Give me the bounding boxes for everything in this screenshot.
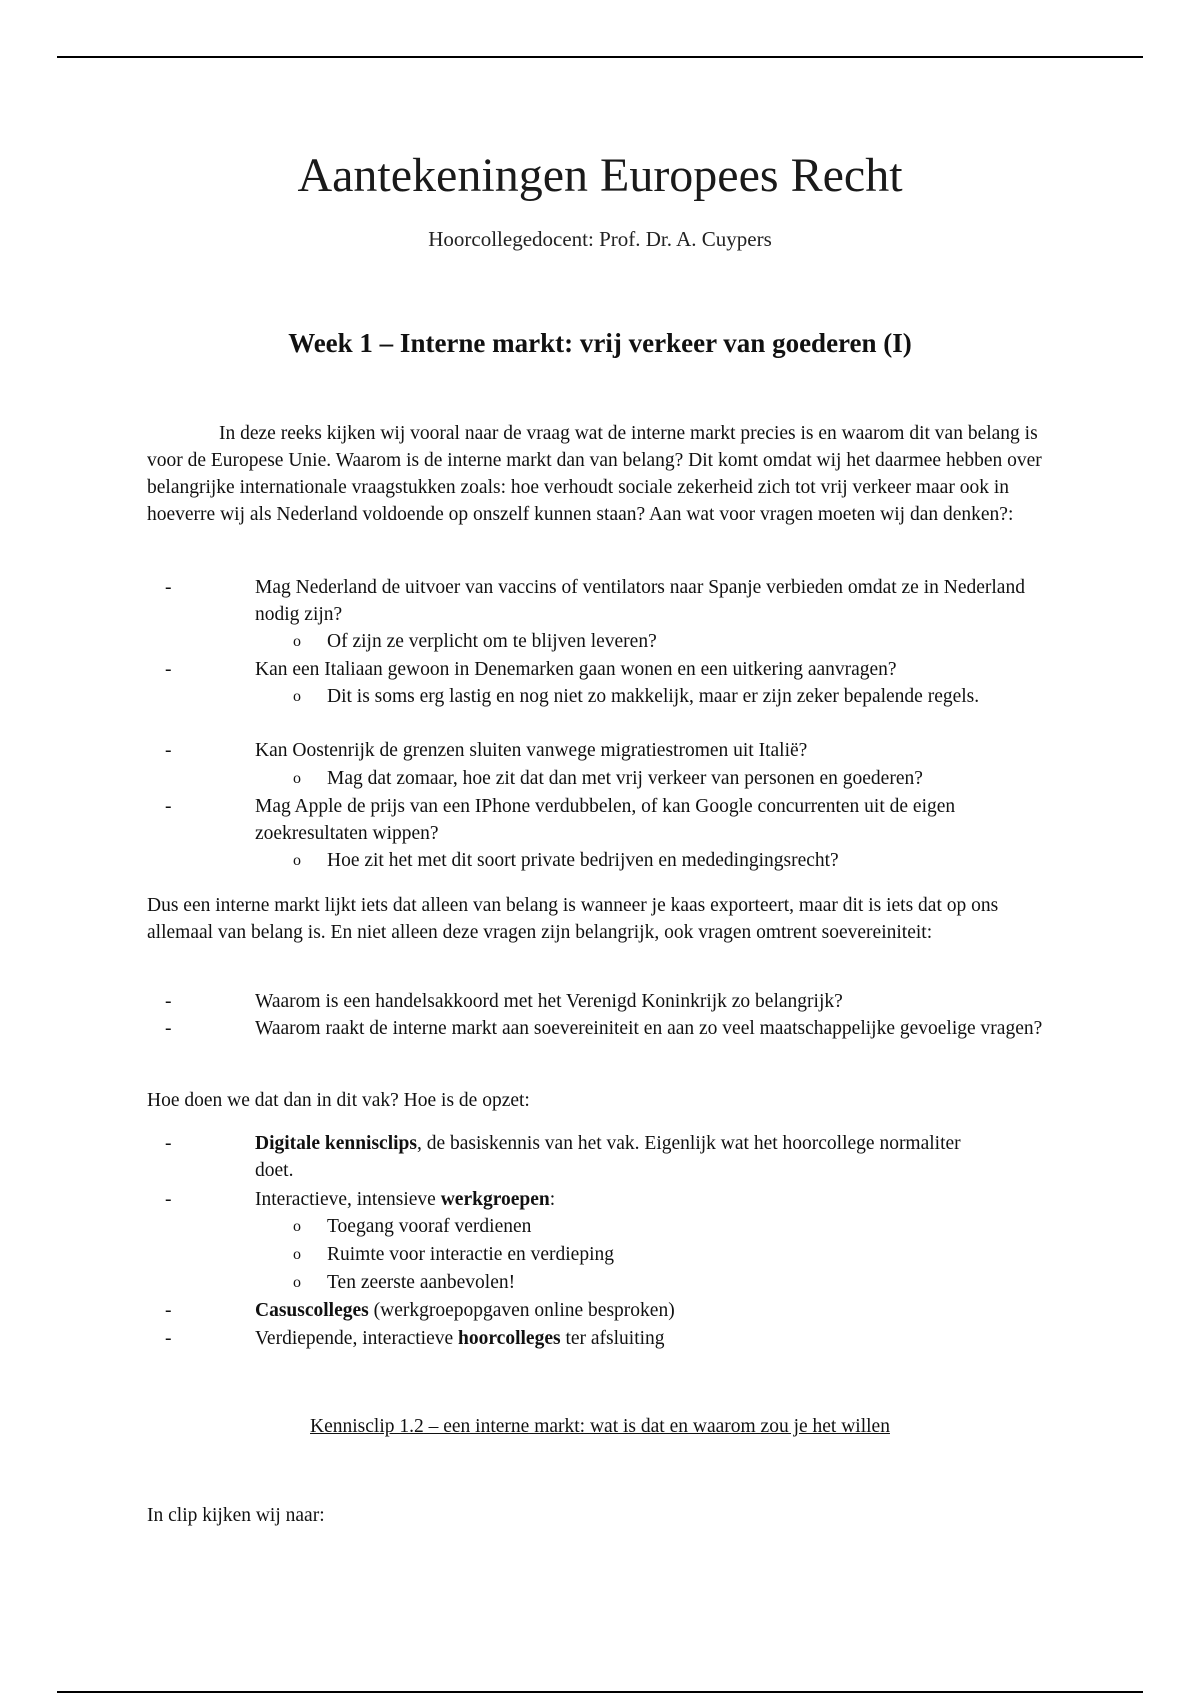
list-item xyxy=(165,1130,975,1184)
circle-bullet: o xyxy=(293,1218,301,1235)
list-subitem xyxy=(293,628,1047,655)
circle-bullet: o xyxy=(293,1274,301,1291)
top-rule xyxy=(57,56,1143,58)
dash-bullet: - xyxy=(165,1328,172,1349)
list-subitem-text: Of zijn ze verplicht om te blijven leveren? xyxy=(327,631,657,652)
lectures-prefix: Verdiepende, interactieve xyxy=(255,1328,459,1349)
dash-bullet: - xyxy=(165,1300,172,1321)
dash-bullet: - xyxy=(165,1018,172,1039)
list-item-text: Kan Oostenrijk de grenzen sluiten vanwege migratiestromen uit Italië? xyxy=(255,740,808,761)
list-subitem xyxy=(293,683,1027,710)
groups-suffix: : xyxy=(549,1189,556,1210)
list-item-text: Mag Nederland de uitvoer van vaccins of ventilators naar Spanje verbieden omdat ze in Nederland nodig zijn? xyxy=(255,577,1025,625)
list-subitem-text: Mag dat zomaar, hoe zit dat dan met vrij verkeer van personen en goederen? xyxy=(327,768,923,789)
list-subitem-text: Ten zeerste aanbevolen! xyxy=(327,1272,516,1293)
clips-description: , de basiskennis van het vak. Eigenlijk wat het hoorcollege normaliter doet. xyxy=(255,1133,961,1181)
list-item xyxy=(165,1015,1045,1042)
paragraph-sovereignty: Dus een interne markt lijkt iets dat alleen van belang is wanneer je kaas exporteert, maar dit is iets dat op ons allemaal van belang is. En niet alleen deze vragen zijn belangrijk, ook vragen omtrent soevereiniteit: xyxy=(147,895,999,943)
circle-bullet: o xyxy=(293,688,301,705)
list-item xyxy=(165,656,1045,683)
list-subitem-text: Dit is soms erg lastig en nog niet zo makkelijk, maar er zijn zeker bepalende regels. xyxy=(327,686,980,707)
cases-term: Casuscolleges xyxy=(255,1300,369,1321)
list-item xyxy=(165,574,1045,628)
lecturer-line: Hoorcollegedocent: Prof. Dr. A. Cuypers xyxy=(428,227,772,251)
circle-bullet: o xyxy=(293,770,301,787)
circle-bullet: o xyxy=(293,1246,301,1263)
list-item xyxy=(165,793,1045,847)
lectures-suffix: ter afsluiting xyxy=(560,1328,665,1349)
clip-heading: Kennisclip 1.2 – een interne markt: wat is dat en waarom zou je het willen xyxy=(310,1416,890,1437)
list-item-text: Kan een Italiaan gewoon in Denemarken gaan wonen en een uitkering aanvragen? xyxy=(255,659,897,680)
list-item-text: Waarom raakt de interne markt aan soevereiniteit en aan zo veel maatschappelijke gevoelige vragen? xyxy=(255,1018,1043,1039)
groups-prefix: Interactieve, intensieve xyxy=(255,1189,441,1210)
list-subitem xyxy=(293,1241,1047,1268)
list-subitem-text: Hoe zit het met dit soort private bedrijven en mededingingsrecht? xyxy=(327,850,839,871)
dash-bullet: - xyxy=(165,740,172,761)
cases-description: (werkgroepopgaven online besproken) xyxy=(368,1300,675,1321)
circle-bullet: o xyxy=(293,633,301,650)
dash-bullet: - xyxy=(165,1189,172,1210)
list-item xyxy=(165,1186,1045,1213)
week-heading: Week 1 – Interne markt: vrij verkeer van goederen (I) xyxy=(288,328,912,358)
list-subitem xyxy=(293,847,1047,874)
clips-term: Digitale kennisclips xyxy=(255,1133,417,1154)
list-item xyxy=(165,1297,1045,1324)
list-item-text: Waarom is een handelsakkoord met het Verenigd Koninkrijk zo belangrijk? xyxy=(255,991,843,1012)
dash-bullet: - xyxy=(165,659,172,680)
closing-line: In clip kijken wij naar: xyxy=(147,1505,325,1526)
bottom-rule xyxy=(57,1691,1143,1693)
list-subitem xyxy=(293,1213,1047,1240)
dash-bullet: - xyxy=(165,991,172,1012)
list-subitem-text: Ruimte voor interactie en verdieping xyxy=(327,1244,614,1265)
list-subitem xyxy=(293,765,1047,792)
list-item-text: Mag Apple de prijs van een IPhone verdubbelen, of kan Google concurrenten uit de eigen zoekresultaten wippen? xyxy=(255,796,956,844)
dash-bullet: - xyxy=(165,577,172,598)
lectures-term: hoorcolleges xyxy=(458,1328,561,1349)
document-title: Aantekeningen Europees Recht xyxy=(297,149,903,202)
groups-term: werkgroepen xyxy=(440,1189,550,1210)
dash-bullet: - xyxy=(165,1133,172,1154)
list-subitem-text: Toegang vooraf verdienen xyxy=(327,1216,532,1237)
list-item xyxy=(165,737,1045,764)
list-item xyxy=(165,988,1045,1015)
circle-bullet: o xyxy=(293,852,301,869)
intro-paragraph: In deze reeks kijken wij vooral naar de vraag wat de interne markt precies is en waarom dit van belang is voor de Europese Unie. Waarom is de interne markt dan van belang? Dit komt omdat wij het daarmee hebben over belangrijke internationale vraagstukken zoals: hoe verhoudt sociale zekerheid zich tot vrij verkeer maar ook in hoeverre wij als Nederland voldoende op onszelf kunnen staan? Aan wat voor vragen moeten wij dan denken?: xyxy=(147,423,1042,525)
dash-bullet: - xyxy=(165,796,172,817)
list-subitem xyxy=(293,1269,1047,1296)
paragraph-setup: Hoe doen we dat dan in dit vak? Hoe is de opzet: xyxy=(147,1090,530,1111)
list-item xyxy=(165,1325,1045,1352)
